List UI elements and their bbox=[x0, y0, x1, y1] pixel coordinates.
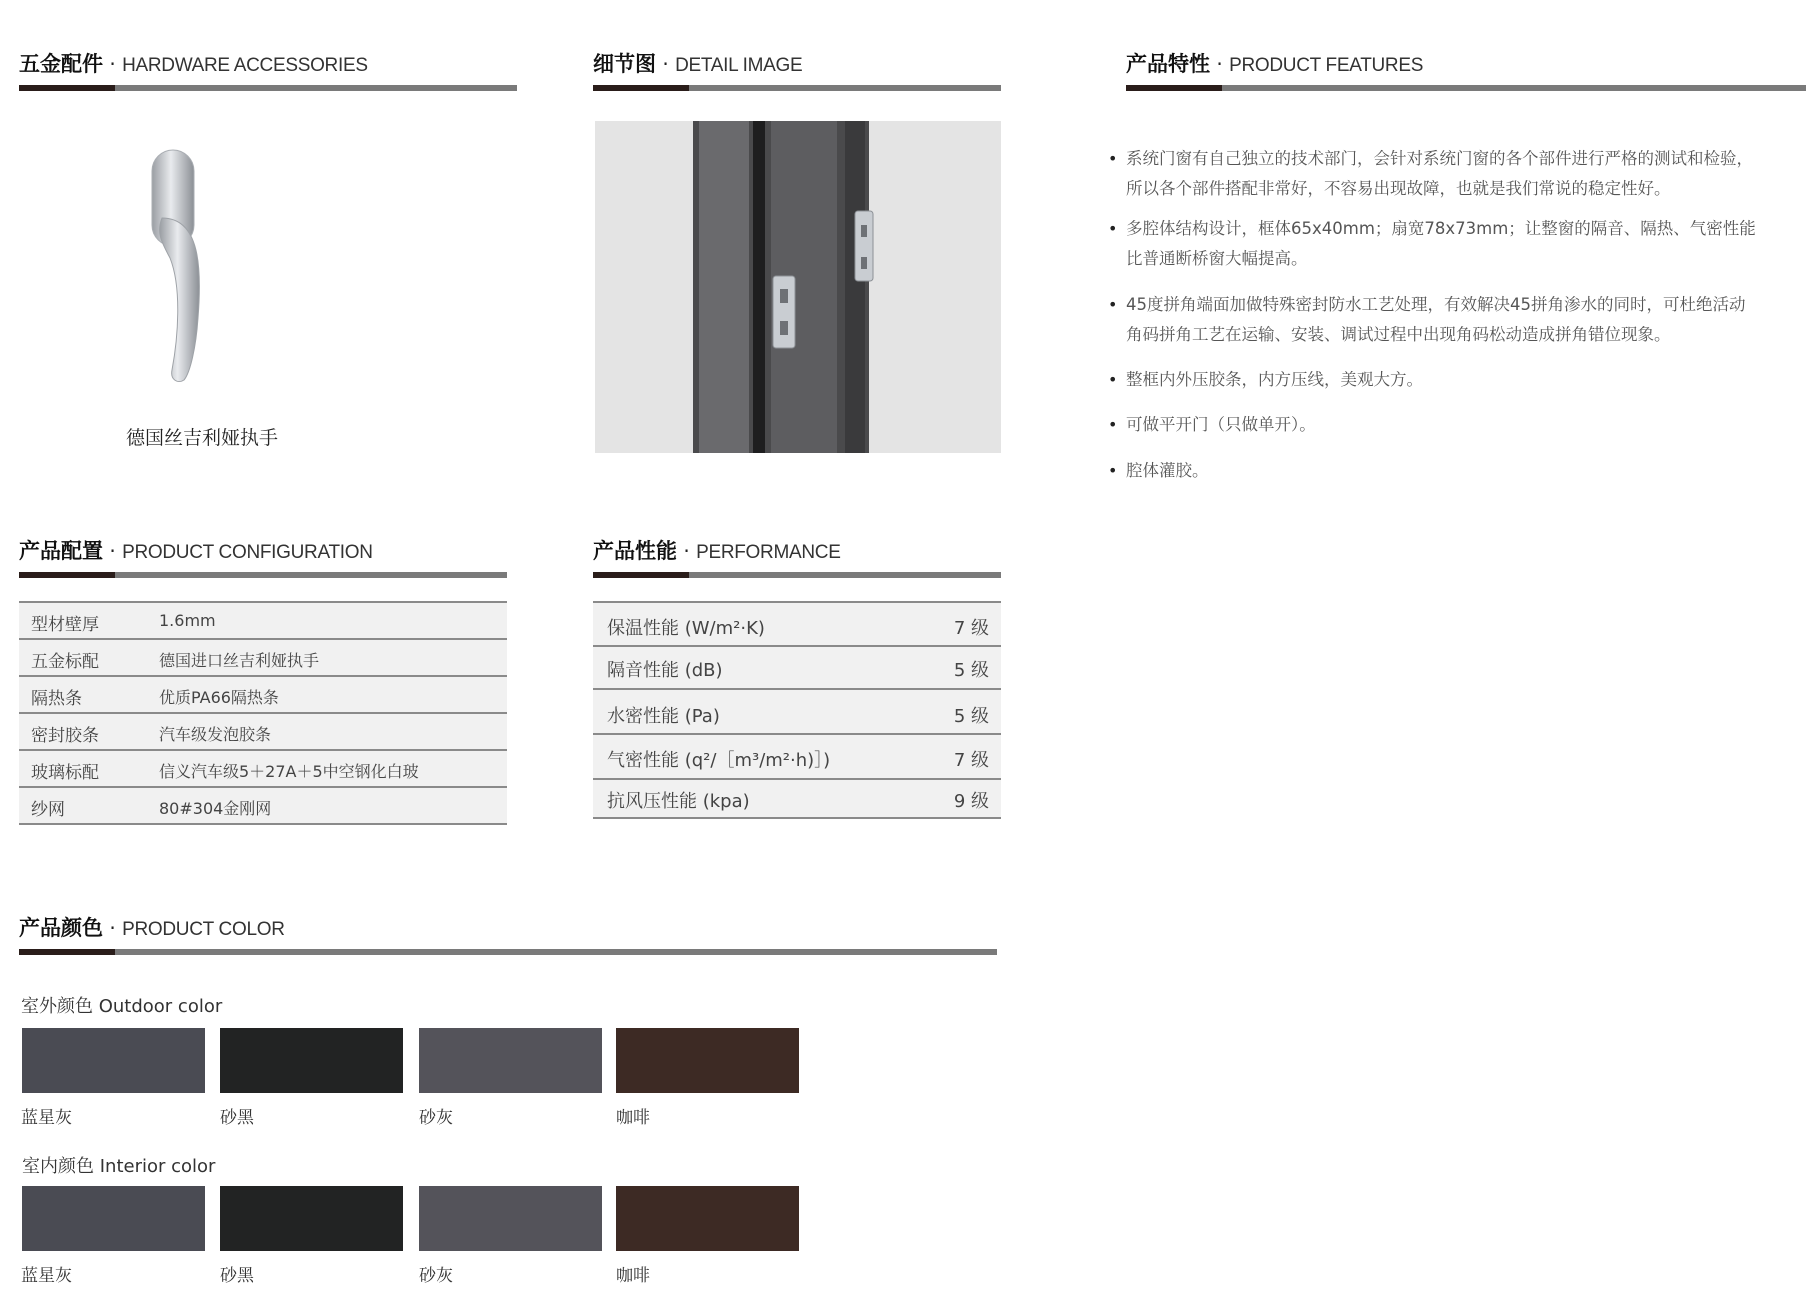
outdoor-swatch-label: 咖啡 bbox=[616, 1108, 650, 1128]
config-value: 汽车级发泡胶条 bbox=[159, 725, 272, 744]
feature-text: 可做平开门（只做单开）。 bbox=[1126, 415, 1316, 434]
bullet-icon: • bbox=[1108, 370, 1118, 389]
hardware-title-cn: 五金配件 bbox=[19, 52, 103, 76]
table-row bbox=[19, 603, 507, 640]
profile-detail-image bbox=[595, 121, 1001, 453]
config-key: 纱网 bbox=[31, 800, 65, 820]
interior-swatch-3 bbox=[616, 1186, 799, 1251]
config-key: 玻璃标配 bbox=[31, 763, 99, 783]
config-value: 80#304金刚网 bbox=[159, 799, 272, 818]
performance-value: 7 级 bbox=[953, 750, 989, 771]
performance-value: 5 级 bbox=[953, 706, 989, 727]
config-value: 信义汽车级5＋27A＋5中空钢化白玻 bbox=[159, 762, 419, 781]
features-section-title: 产品特性 · PRODUCT FEATURES bbox=[1126, 52, 1424, 76]
interior-swatch-2 bbox=[419, 1186, 602, 1251]
table-row bbox=[593, 603, 1001, 647]
feature-item bbox=[1108, 144, 1796, 204]
feature-text: 腔体灌胶。 bbox=[1126, 461, 1209, 480]
feature-text: 整框内外压胶条，内方压线，美观大方。 bbox=[1126, 370, 1423, 389]
feature-text: 所以各个部件搭配非常好，不容易出现故障，也就是我们常说的稳定性好。 bbox=[1126, 179, 1671, 198]
bullet-icon: • bbox=[1108, 295, 1118, 314]
feature-item bbox=[1108, 365, 1796, 395]
outdoor-color-label: 室外颜色 Outdoor color bbox=[21, 996, 223, 1017]
performance-value: 7 级 bbox=[953, 618, 989, 639]
outdoor-swatch-3 bbox=[616, 1028, 799, 1093]
interior-swatch-1 bbox=[220, 1186, 403, 1251]
outdoor-swatch-label: 砂黑 bbox=[220, 1108, 254, 1128]
performance-section-title: 产品性能 · PERFORMANCE bbox=[593, 539, 841, 563]
config-key: 五金标配 bbox=[31, 652, 99, 672]
outdoor-swatch-label: 蓝星灰 bbox=[21, 1108, 72, 1128]
detail-title-cn: 细节图 bbox=[593, 52, 656, 76]
config-section-title: 产品配置 · PRODUCT CONFIGURATION bbox=[19, 539, 373, 563]
performance-title-rule bbox=[593, 572, 1001, 578]
config-value: 优质PA66隔热条 bbox=[159, 688, 279, 707]
feature-item bbox=[1108, 410, 1796, 440]
bullet-icon: • bbox=[1108, 219, 1118, 238]
performance-value: 9 级 bbox=[953, 791, 989, 812]
feature-text: 45度拼角端面加做特殊密封防水工艺处理，有效解决45拼角渗水的同时，可杜绝活动 bbox=[1126, 295, 1746, 314]
colors-title-cn: 产品颜色 bbox=[19, 916, 103, 940]
hardware-title-rule bbox=[19, 85, 517, 91]
features-title-en: PRODUCT FEATURES bbox=[1229, 55, 1424, 76]
hardware-section-title: 五金配件 · HARDWARE ACCESSORIES bbox=[19, 52, 368, 76]
config-key: 密封胶条 bbox=[31, 726, 99, 746]
colors-title-en: PRODUCT COLOR bbox=[122, 919, 285, 940]
bullet-icon: • bbox=[1108, 415, 1118, 434]
performance-title-en: PERFORMANCE bbox=[696, 542, 841, 563]
colors-title-rule bbox=[19, 949, 997, 955]
outdoor-swatch-label: 砂灰 bbox=[419, 1108, 453, 1128]
detail-title-rule bbox=[593, 85, 1001, 91]
table-row bbox=[19, 751, 507, 788]
interior-swatch-label: 蓝星灰 bbox=[21, 1266, 72, 1286]
config-table bbox=[19, 601, 507, 825]
detail-section-title: 细节图 · DETAIL IMAGE bbox=[593, 52, 803, 76]
feature-item bbox=[1108, 290, 1796, 350]
config-title-cn: 产品配置 bbox=[19, 539, 103, 563]
interior-swatch-label: 砂灰 bbox=[419, 1266, 453, 1286]
table-row bbox=[593, 780, 1001, 819]
performance-key: 抗风压性能 (kpa) bbox=[607, 791, 750, 812]
outdoor-swatch-2 bbox=[419, 1028, 602, 1093]
colors-section-title: 产品颜色 · PRODUCT COLOR bbox=[19, 916, 285, 940]
outdoor-swatch-0 bbox=[22, 1028, 205, 1093]
table-row bbox=[593, 735, 1001, 780]
table-row bbox=[19, 640, 507, 677]
config-value: 1.6mm bbox=[159, 611, 216, 630]
feature-item bbox=[1108, 456, 1796, 486]
hardware-caption: 德国丝吉利娅执手 bbox=[126, 427, 279, 449]
performance-key: 水密性能 (Pa) bbox=[607, 706, 720, 727]
features-title-cn: 产品特性 bbox=[1126, 52, 1210, 76]
feature-text: 系统门窗有自己独立的技术部门，会针对系统门窗的各个部件进行严格的测试和检验， bbox=[1126, 149, 1753, 168]
table-row bbox=[19, 677, 507, 714]
table-row bbox=[19, 714, 507, 751]
config-title-rule bbox=[19, 572, 507, 578]
performance-key: 保温性能 (W/m²·K) bbox=[607, 618, 765, 639]
interior-swatch-label: 砂黑 bbox=[220, 1266, 254, 1286]
interior-color-label: 室内颜色 Interior color bbox=[22, 1156, 216, 1177]
table-row bbox=[19, 788, 507, 825]
features-title-rule bbox=[1126, 85, 1806, 91]
performance-value: 5 级 bbox=[953, 660, 989, 681]
interior-swatch-label: 咖啡 bbox=[616, 1266, 650, 1286]
bullet-icon: • bbox=[1108, 461, 1118, 480]
hardware-title-en: HARDWARE ACCESSORIES bbox=[122, 55, 368, 76]
detail-title-en: DETAIL IMAGE bbox=[675, 55, 803, 76]
config-title-en: PRODUCT CONFIGURATION bbox=[122, 542, 373, 563]
feature-text: 多腔体结构设计，框体65x40mm；扇宽78x73mm；让整窗的隔音、隔热、气密性能 bbox=[1126, 219, 1756, 238]
outdoor-swatch-1 bbox=[220, 1028, 403, 1093]
table-row bbox=[593, 647, 1001, 690]
performance-title-cn: 产品性能 bbox=[593, 539, 677, 563]
performance-key: 隔音性能 (dB) bbox=[607, 660, 723, 681]
performance-key: 气密性能 (q²/［m³/m²·h)］) bbox=[607, 750, 831, 771]
window-handle-image bbox=[140, 148, 220, 388]
config-key: 隔热条 bbox=[31, 689, 82, 709]
table-row bbox=[593, 690, 1001, 735]
feature-text: 比普通断桥窗大幅提高。 bbox=[1126, 249, 1308, 268]
interior-swatch-0 bbox=[22, 1186, 205, 1251]
config-value: 德国进口丝吉利娅执手 bbox=[159, 651, 320, 670]
performance-table bbox=[593, 601, 1001, 819]
bullet-icon: • bbox=[1108, 149, 1118, 168]
config-key: 型材壁厚 bbox=[31, 615, 99, 635]
feature-item bbox=[1108, 214, 1796, 274]
feature-text: 角码拼角工艺在运输、安装、调试过程中出现角码松动造成拼角错位现象。 bbox=[1126, 325, 1671, 344]
